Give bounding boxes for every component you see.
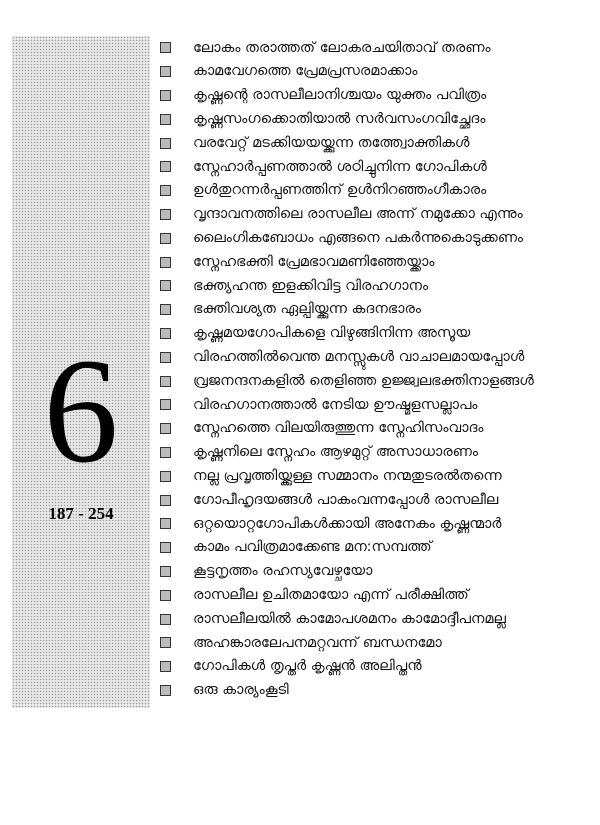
toc-entry [160, 131, 534, 155]
toc-entry [160, 369, 534, 393]
toc-entry [160, 417, 534, 441]
toc-entry-text: ഗോപികൾ തൃപ്തർ കൃഷ്ണൻ അലിപ്തൻ [193, 658, 422, 675]
square-bullet-icon [160, 209, 171, 220]
chapter-page-range: 187 - 254 [48, 504, 114, 523]
toc-entry-text: ഭക്തിവശ്യത ഏല്പിയ്ക്കുന്ന കദനഭാരം [193, 301, 421, 318]
toc-entry [160, 155, 534, 179]
toc-entry [160, 250, 534, 274]
toc-entry-text: കൂട്ടനൃത്തം രഹസ്യവേഴ്ചയോ [193, 563, 373, 580]
toc-entry-text: ലൈംഗികബോധം എങ്ങനെ പകർന്നുകൊടുക്കണം [193, 230, 523, 247]
toc-entry-text: കൃഷ്ണമയഗോപികളെ വിഴുങ്ങിനിന്ന അസൂയ [193, 325, 471, 342]
toc-entry [160, 345, 534, 369]
toc-entry [160, 274, 534, 298]
toc-entry [160, 464, 534, 488]
toc-entry-text: സ്നേഹഭക്തി പ്രേമഭാവമണിഞ്ഞേയ്ക്കാം [193, 253, 435, 270]
toc-entry [160, 226, 534, 250]
square-bullet-icon [160, 304, 171, 315]
toc-entry-text: സ്നേഹത്തെ വിലയിരുത്തുന്ന സ്നേഹിസംവാദം [193, 420, 484, 437]
toc-entry [160, 36, 534, 60]
square-bullet-icon [160, 661, 171, 672]
toc-entry-text: കാമവേഗത്തെ പ്രേമപ്രസരമാക്കാം [193, 63, 418, 80]
chapter-side-panel [12, 36, 150, 708]
square-bullet-icon [160, 280, 171, 291]
square-bullet-icon [160, 257, 171, 268]
toc-entry-text: കൃഷ്ണന്റെ രാസലീലാനിശ്ചയം യുക്തം പവിത്രം [193, 87, 487, 104]
toc-entry [160, 512, 534, 536]
square-bullet-icon [160, 233, 171, 244]
toc-entry [160, 655, 534, 679]
toc-entry-text: വൃന്ദാവനത്തിലെ രാസലീല അന്ന് നമുക്കോ എന്നും [193, 206, 523, 223]
square-bullet-icon [160, 495, 171, 506]
square-bullet-icon [160, 352, 171, 363]
square-bullet-icon [160, 90, 171, 101]
toc-entry [160, 322, 534, 346]
toc-entry-text: രാസലീലയിൽ കാമോപശമനം കാമോദ്ദീപനമല്ല [193, 610, 506, 627]
table-of-contents [160, 36, 534, 702]
toc-entry [160, 441, 534, 465]
toc-entry [160, 60, 534, 84]
chapter-number: 6 [43, 328, 119, 494]
toc-entry-text: ഉൾതുറന്നർപ്പണത്തിന് ഉൾനിറഞ്ഞംഗീകാരം [193, 182, 487, 199]
toc-entry [160, 84, 534, 108]
square-bullet-icon [160, 447, 171, 458]
toc-entry-text: ഒറ്റയൊറ്റഗോപികൾക്കായി അനേകം കൃഷ്ണന്മാർ [193, 515, 502, 532]
toc-entry-text: അഹങ്കാരലേപനമറ്റവന്ന് ബന്ധനമോ [193, 634, 442, 651]
square-bullet-icon [160, 185, 171, 196]
toc-entry [160, 679, 534, 703]
square-bullet-icon [160, 376, 171, 387]
toc-entry [160, 583, 534, 607]
toc-entry-text: വിരഹത്തിൽവെന്ത മനസ്സുകൾ വാചാലമായപ്പോൾ [193, 349, 525, 365]
square-bullet-icon [160, 637, 171, 648]
square-bullet-icon [160, 328, 171, 339]
toc-entry-text: ഭക്ത്യഹന്ത ഇളക്കിവിട്ട വിരഹഗാനം [193, 277, 429, 294]
toc-entry [160, 536, 534, 560]
toc-entry-text: കാമം പവിത്രമാക്കേണ്ട മന:സമ്പത്ത് [193, 539, 432, 556]
square-bullet-icon [160, 66, 171, 77]
toc-entry-text: ലോകം തരാത്തത് ലോകരചയിതാവ് തരണം [193, 39, 491, 56]
square-bullet-icon [160, 161, 171, 172]
square-bullet-icon [160, 399, 171, 410]
toc-entry-text: വരവേറ്റ് മടക്കിയയയ്ക്കുന്ന തത്ത്വോക്തികൾ [193, 134, 470, 151]
toc-entry-text: ഗോപീഹൃദയങ്ങൾ പാകംവന്നപ്പോൾ രാസലീല [193, 491, 499, 508]
toc-entry [160, 107, 534, 131]
toc-entry [160, 560, 534, 584]
toc-entry-text: കൃഷ്ണസംഗക്കൊതിയാൽ സർവസംഗവിച്ഛേദം [193, 111, 486, 128]
square-bullet-icon [160, 566, 171, 577]
toc-entry [160, 298, 534, 322]
square-bullet-icon [160, 138, 171, 149]
toc-entry-text: സ്നേഹാർപ്പണത്താൽ ശഠിച്ചുനിന്ന ഗോപികൾ [193, 158, 487, 175]
square-bullet-icon [160, 590, 171, 601]
toc-entry-text: നല്ല പ്രവൃത്തിയ്ക്കുള്ള സമ്മാനം നന്മതുടരൽതന്നെ [193, 467, 502, 484]
toc-entry [160, 631, 534, 655]
square-bullet-icon [160, 471, 171, 482]
toc-entry [160, 179, 534, 203]
toc-entry-text: രാസലീല ഉചിതമായോ എന്ന് പരീക്ഷിത്ത് [193, 586, 469, 603]
toc-entry-text: വ്രജനന്ദനകളിൽ തെളിഞ്ഞ ഉജ്ജ്വലഭക്തിനാളങ്ങൾ [193, 372, 534, 389]
square-bullet-icon [160, 542, 171, 553]
toc-entry [160, 607, 534, 631]
square-bullet-icon [160, 114, 171, 125]
square-bullet-icon [160, 423, 171, 434]
square-bullet-icon [160, 518, 171, 529]
toc-entry-text: വിരഹഗാനത്താൽ നേടിയ ഊഷ്മളസല്ലാപം [193, 396, 478, 413]
toc-entry [160, 488, 534, 512]
square-bullet-icon [160, 42, 171, 53]
square-bullet-icon [160, 685, 171, 696]
toc-entry [160, 203, 534, 227]
toc-entry [160, 393, 534, 417]
toc-entry-text: ഒരു കാര്യംകൂടി [193, 682, 289, 699]
square-bullet-icon [160, 614, 171, 625]
toc-entry-text: കൃഷ്ണനിലെ സ്നേഹം ആഴമുറ്റ് അസാധാരണം [193, 444, 478, 461]
